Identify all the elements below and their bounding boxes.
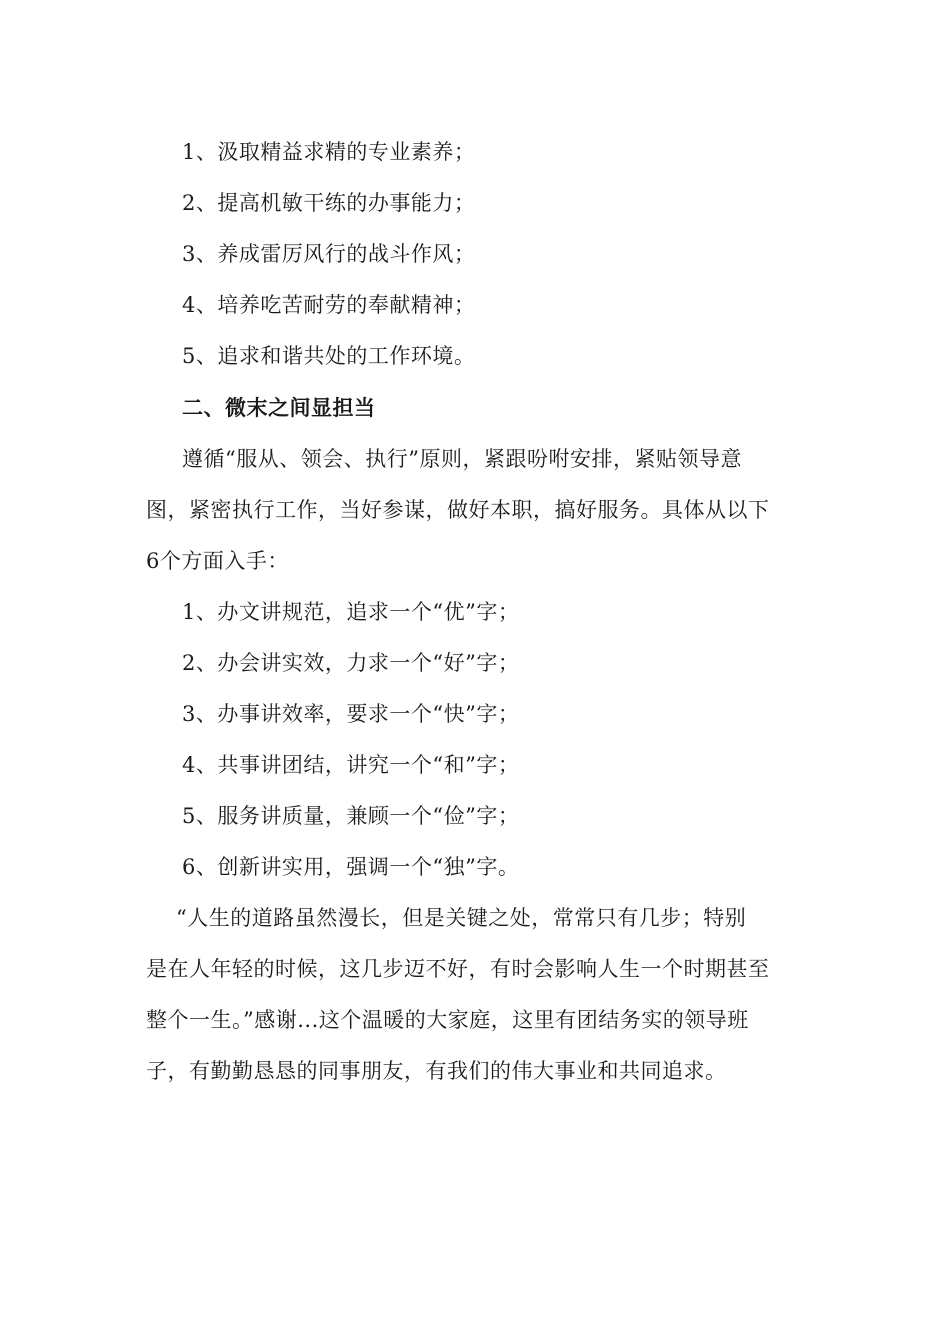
list-item: 4、共事讲团结，讲究一个“和”字；	[182, 753, 520, 777]
paragraph-line: “人生的道路虽然漫长，但是关键之处，常常只有几步；特别	[176, 906, 747, 930]
paragraph-line: 6个方面入手：	[146, 549, 289, 573]
list-item: 5、服务讲质量，兼顾一个“俭”字；	[182, 804, 520, 828]
list-item: 6、创新讲实用，强调一个“独”字。	[182, 855, 520, 879]
list-item: 5、追求和谐共处的工作环境。	[182, 344, 476, 368]
list-item: 1、汲取精益求精的专业素养；	[182, 140, 476, 164]
paragraph-line: 遵循“服从、领会、执行”原则，紧跟吩咐安排，紧贴领导意	[182, 447, 742, 471]
list-item: 2、办会讲实效，力求一个“好”字；	[182, 651, 520, 675]
list-item: 1、办文讲规范，追求一个“优”字；	[182, 600, 520, 624]
paragraph-line: 图，紧密执行工作，当好参谋，做好本职，搞好服务。具体从以下	[146, 498, 770, 522]
paragraph-line: 是在人年轻的时候，这几步迈不好，有时会影响人生一个时期甚至	[146, 957, 770, 981]
list-item: 2、提高机敏干练的办事能力；	[182, 191, 476, 215]
section-heading: 二、微末之间显担当	[182, 396, 376, 420]
list-item: 3、养成雷厉风行的战斗作风；	[182, 242, 476, 266]
list-item: 3、办事讲效率，要求一个“快”字；	[182, 702, 520, 726]
paragraph-line: 整个一生。”感谢...这个温暖的大家庭，这里有团结务实的领导班	[146, 1008, 749, 1032]
list-item: 4、培养吃苦耐劳的奉献精神；	[182, 293, 476, 317]
paragraph-line: 子，有勤勤恳恳的同事朋友，有我们的伟大事业和共同追求。	[146, 1059, 727, 1083]
